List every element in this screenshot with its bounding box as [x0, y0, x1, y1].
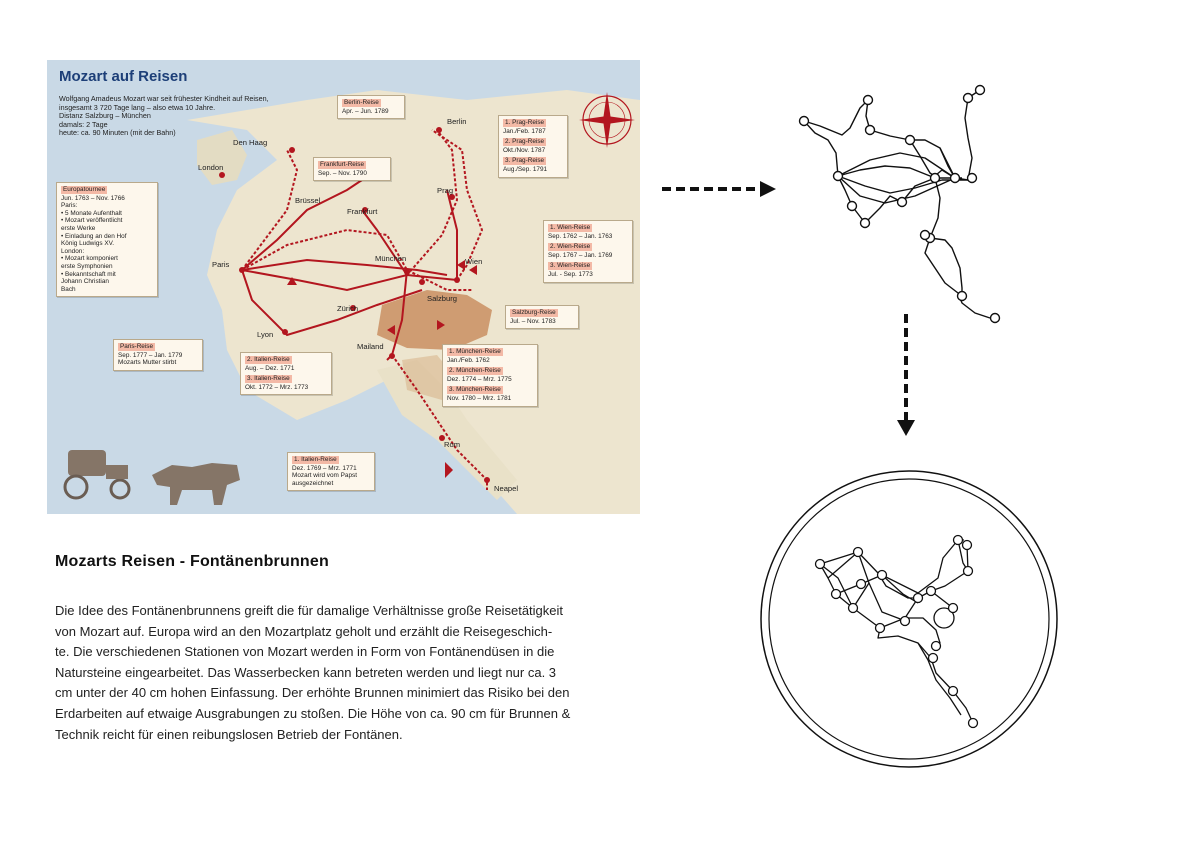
map-title: Mozart auf Reisen — [59, 68, 188, 85]
info-box-heading: Berlin-Reise — [344, 99, 379, 106]
map-intro-line: insgesamt 3 720 Tage lang – also etwa 10 Jahre. — [59, 102, 216, 112]
info-box-line: • Einladung an den Hof — [61, 232, 127, 240]
city-label-mailand: Mailand — [357, 342, 384, 351]
info-box-heading: 3. Italien-Reise — [247, 375, 290, 383]
info-box-italien-reisen-2-3 — [240, 352, 332, 395]
travel-map — [47, 60, 640, 514]
map-intro-line: Distanz Salzburg – München — [59, 111, 151, 121]
dashed-arrow-icon — [660, 178, 780, 200]
map-intro-line: heute: ca. 90 Minuten (mit der Bahn) — [59, 128, 176, 138]
city-label-frankfurt: Frankfurt — [347, 207, 378, 216]
city-label-paris: Paris — [212, 260, 230, 269]
info-box-line: Dez. 1769 – Mrz. 1771 — [292, 464, 357, 472]
info-box-heading: Salzburg-Reise — [512, 309, 556, 316]
info-box-line: Apr. – Jun. 1789 — [342, 107, 389, 115]
info-box-line: Okt./Nov. 1787 — [503, 146, 546, 154]
info-box-line: erste Werke — [61, 224, 96, 232]
info-box-heading: 3. Prag-Reise — [505, 157, 545, 165]
info-box-salzburg-reise — [505, 305, 579, 329]
city-label-muenchen: München — [375, 254, 407, 263]
info-box-heading: 2. München-Reise — [449, 367, 501, 375]
info-box-line: Jan./Feb. 1787 — [503, 127, 546, 135]
info-box-frankfurt-reise — [313, 157, 391, 181]
city-label-zuerich: Zürich — [337, 304, 359, 313]
caption-line: von Mozart auf. Europa wird an den Mozartplatz geholt und erzählt die Reisegeschich- — [55, 623, 553, 639]
info-box-heading: 2. Wien-Reise — [550, 243, 591, 251]
map-intro-line: Wolfgang Amadeus Mozart war seit frühester Kindheit auf Reisen, — [59, 94, 269, 103]
city-label-london: London — [198, 163, 224, 172]
info-box-line: Jan./Feb. 1762 — [447, 356, 490, 364]
info-box-line: Dez. 1774 – Mrz. 1775 — [447, 375, 512, 383]
info-box-line: Jun. 1763 – Nov. 1766 — [61, 194, 125, 202]
info-box-europatournee — [56, 182, 158, 297]
caption-line: Technik reicht für einen reibungslosen Betrieb der Fontänen. — [55, 726, 403, 742]
info-box-line: London: — [61, 247, 85, 255]
info-box-line: Aug. – Dez. 1771 — [245, 364, 295, 372]
info-box-line: Bach — [61, 285, 76, 293]
info-box-wien-reisen — [543, 220, 633, 283]
info-box-heading: 2. Prag-Reise — [505, 138, 545, 146]
city-label-lyon: Lyon — [257, 330, 274, 339]
info-box-muenchen-reisen — [442, 344, 538, 407]
route-trace-icon — [790, 78, 1010, 328]
info-box-heading: Europatournee — [63, 186, 106, 193]
city-label-wien: Wien — [465, 257, 483, 266]
info-box-heading: 3. Wien-Reise — [550, 262, 591, 270]
city-label-neapel: Neapel — [494, 484, 519, 493]
info-box-line: König Ludwigs XV. — [61, 240, 115, 248]
map-intro-line: damals: 2 Tage — [59, 119, 108, 129]
caption-line: Natursteine eingearbeitet. Das Wasserbecken kann betreten werden und liegt nur ca. 3 — [55, 664, 557, 680]
info-box-line: Jul. - Sep. 1773 — [548, 270, 593, 278]
info-box-heading: Paris-Reise — [120, 343, 154, 350]
caption-line: cm unter der 40 cm hohen Einfassung. Der erhöhte Brunnen minimiert das Risiko bei den — [55, 685, 570, 701]
info-box-italien-reise-1 — [287, 452, 375, 491]
info-box-line: • Bekanntschaft mit — [61, 270, 116, 278]
info-box-line: Paris: — [61, 202, 78, 210]
dashed-arrow-down-icon — [894, 312, 918, 440]
info-box-line: ausgezeichnet — [292, 479, 334, 487]
info-box-heading: Frankfurt-Reise — [320, 161, 365, 168]
info-box-heading: 1. Wien-Reise — [550, 224, 591, 231]
info-box-line: Mozart wird vom Papst — [292, 472, 357, 480]
info-box-line: Okt. 1772 – Mrz. 1773 — [245, 383, 309, 391]
caption-line: Die Idee des Fontänenbrunnens greift die für damalige Verhältnisse große Reisetätigkeit — [55, 603, 564, 618]
info-box-line: Sep. 1767 – Jan. 1769 — [548, 251, 613, 259]
city-label-bruessel: Brüssel — [295, 196, 321, 205]
city-label-den-haag: Den Haag — [233, 138, 268, 147]
info-box-line: Johann Christian — [61, 278, 109, 286]
info-box-line: • 5 Monate Aufenthalt — [61, 209, 122, 217]
caption-line: te. Die verschiedenen Stationen von Mozart werden in Form von Fontänendüsen in die — [55, 644, 555, 660]
info-box-heading: 3. München-Reise — [449, 386, 501, 394]
info-box-line: erste Symphonien — [61, 262, 113, 270]
caption-body — [55, 601, 675, 745]
info-box-prag-reisen — [498, 115, 568, 178]
info-box-line: Mozarts Mutter stirbt — [118, 359, 177, 367]
caption-line: Erdarbeiten auf etwaige Ausgrabungen zu stoßen. Die Höhe von ca. 90 cm für Brunnen & — [55, 705, 571, 721]
info-box-line: Nov. 1780 – Mrz. 1781 — [447, 394, 512, 402]
city-label-rom: Rom — [444, 440, 461, 449]
info-box-line: • Mozart komponiert — [61, 255, 118, 263]
info-box-line: • Mozart veröffentlicht — [61, 217, 123, 225]
city-label-prag: Prag — [437, 186, 454, 195]
info-box-line: Aug./Sep. 1791 — [503, 165, 548, 173]
map-intro — [59, 95, 349, 138]
city-label-berlin: Berlin — [447, 117, 467, 126]
info-box-heading: 1. Prag-Reise — [505, 119, 545, 126]
info-box-heading: 1. Italien-Reise — [294, 456, 337, 463]
info-box-line: Sep. – Nov. 1790 — [318, 169, 367, 177]
fountain-plan-icon — [758, 468, 1060, 770]
info-box-heading: 1. München-Reise — [449, 348, 501, 355]
city-label-salzburg: Salzburg — [427, 294, 457, 303]
info-box-line: Jul. – Nov. 1783 — [510, 317, 556, 325]
info-box-berlin-reise — [337, 95, 405, 119]
info-box-line: Sep. 1762 – Jan. 1763 — [548, 232, 613, 240]
info-box-heading: 2. Italien-Reise — [247, 356, 290, 363]
caption-title: Mozarts Reisen - Fontänenbrunnen — [55, 553, 329, 570]
info-box-paris-reise — [113, 339, 203, 371]
info-box-line: Sep. 1777 – Jan. 1779 — [118, 351, 183, 359]
